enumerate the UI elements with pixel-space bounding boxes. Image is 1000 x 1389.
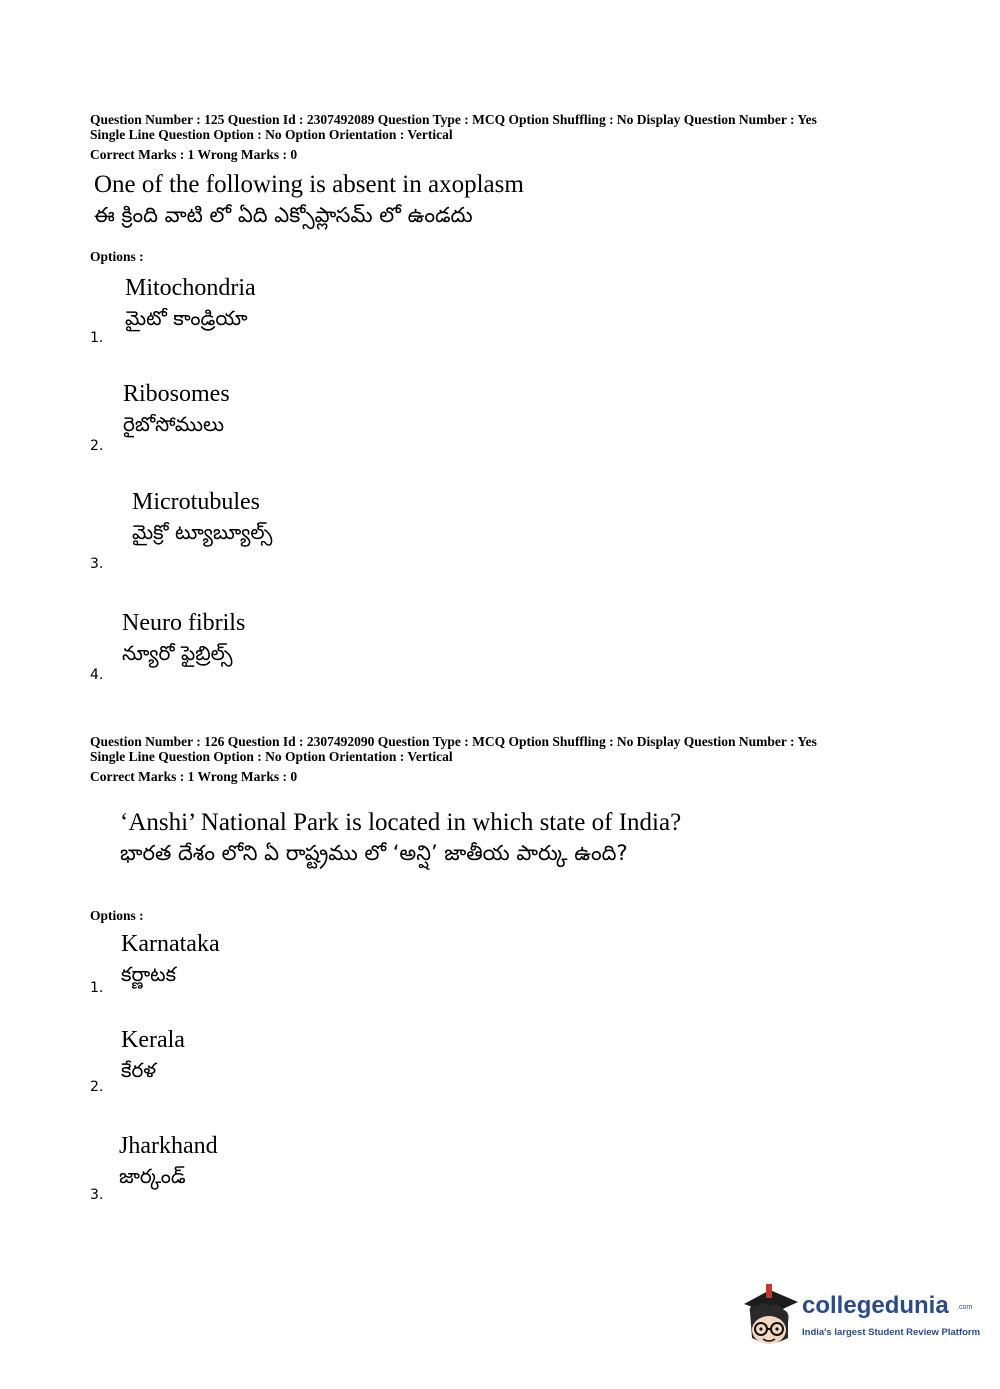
q126-question-en: ‘Anshi’ National Park is located in which state of India? (120, 809, 682, 836)
q126-option-1-en: Karnataka (121, 931, 220, 957)
collegedunia-logo (740, 1282, 981, 1352)
q125-marks: Correct Marks : 1 Wrong Marks : 0 (90, 147, 298, 162)
q125-option-3 (132, 487, 272, 547)
q125-option-2-te: రైబోసోములు (123, 412, 225, 436)
q125-option-4 (122, 608, 245, 668)
mascot-icon (740, 1282, 800, 1352)
q126-marks: Correct Marks : 1 Wrong Marks : 0 (90, 769, 298, 784)
q125-option-2 (123, 379, 230, 439)
q125-meta-line2: Single Line Question Option : No Option Orientation : Vertical (90, 127, 453, 142)
q125-option-2-en: Ribosomes (123, 381, 230, 407)
q125-option-1-en: Mitochondria (125, 275, 256, 301)
q126-option-3 (119, 1131, 218, 1191)
q125-meta-line1: Question Number : 125 Question Id : 2307492089 Question Type : MCQ Option Shuffling : No Display Question Number : Yes (90, 112, 817, 127)
q125-option-4-te: న్యూరో ఫైబ్రిల్స్ (122, 641, 233, 665)
logo-tagline: India's largest Student Review Platform (802, 1327, 981, 1338)
q125-option-2-number: 2. (90, 438, 104, 454)
q125-option-4-number: 4. (90, 667, 104, 683)
q126-meta-line2: Single Line Question Option : No Option Orientation : Vertical (90, 749, 453, 764)
q126-option-3-te: జార్కండ్ (119, 1164, 186, 1188)
q125-options-label: Options : (90, 249, 144, 264)
q125-option-4-en: Neuro fibrils (122, 610, 246, 636)
q126-question (120, 808, 681, 868)
q126-question-te: భారత దేశం లోని ఏ రాష్ట్రము లో ‘అన్షి’ జాతీయ పార్కు ఉంది? (120, 841, 628, 865)
q125-option-1 (125, 273, 256, 333)
q125-question-te: ఈ క్రింది వాటి లో ఏది ఎక్సోప్లాసమ్ లో ఉండదు (94, 203, 473, 227)
q125-option-1-number: 1. (90, 330, 104, 346)
q126-option-2-number: 2. (90, 1079, 104, 1095)
q126-options-label: Options : (90, 908, 144, 923)
logo-dotcom: .com (957, 1304, 973, 1311)
q126-option-3-number: 3. (90, 1187, 104, 1203)
q126-option-2 (121, 1025, 185, 1085)
q126-option-2-te: కేరళ (121, 1058, 157, 1082)
q126-meta-line1: Question Number : 126 Question Id : 2307492090 Question Type : MCQ Option Shuffling : No Display Question Number : Yes (90, 734, 817, 749)
q126-option-2-en: Kerala (121, 1027, 185, 1053)
q126-option-1-te: కర్ణాటక (121, 962, 177, 986)
q125-option-3-en: Microtubules (132, 489, 260, 515)
q125-option-3-te: మైక్రో ట్యూబ్యూల్స్ (132, 520, 273, 544)
q125-question-en: One of the following is absent in axoplasm (94, 171, 524, 198)
logo-wordmark: collegedunia (802, 1292, 949, 1319)
q126-option-1 (121, 929, 220, 989)
q126-option-1-number: 1. (90, 980, 104, 996)
q126-option-3-en: Jharkhand (119, 1133, 218, 1159)
q125-option-3-number: 3. (90, 556, 104, 572)
q125-option-1-te: మైటో కాండ్రియా (125, 306, 248, 330)
q125-question (94, 170, 524, 230)
